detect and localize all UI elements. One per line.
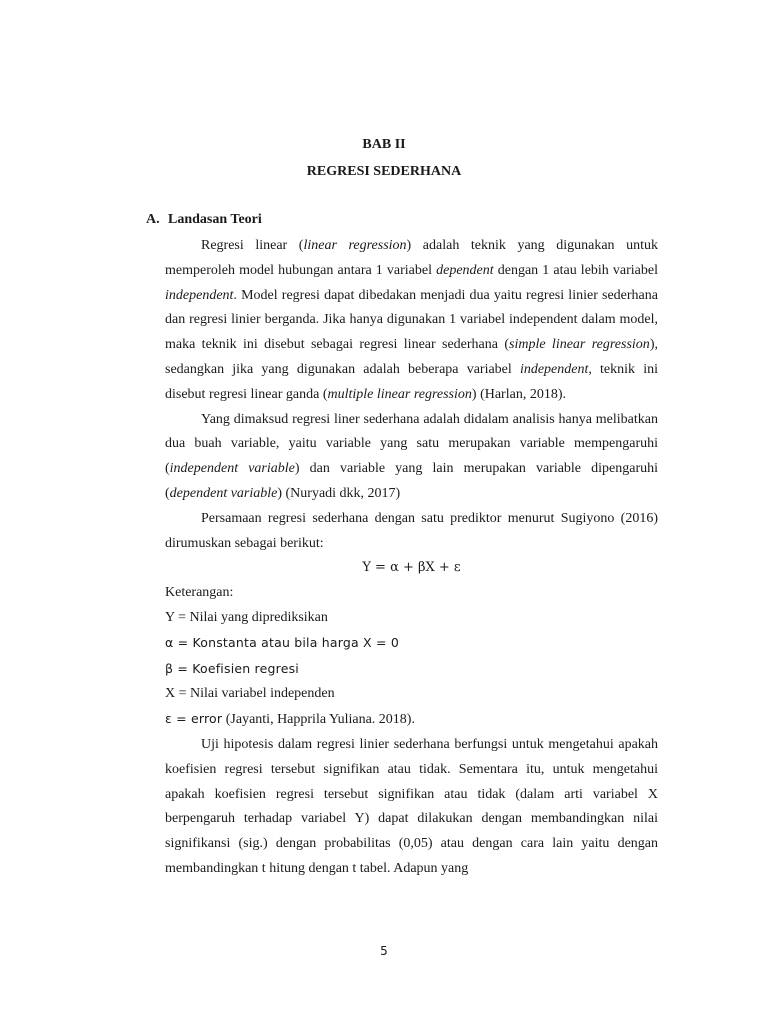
- chapter-number: BAB II: [362, 137, 406, 152]
- note-epsilon: [165, 707, 658, 733]
- text-run: . Model regresi dapat dibedakan menjadi dua yaitu regresi linier sederhana dan regresi linier berganda. Jika hanya digunakan 1 variabel independent dalam model, maka teknik ini disebut sebagai regresi linear sederhana (: [165, 287, 658, 353]
- italic-term: dependent: [436, 262, 494, 278]
- italic-term: multiple linear regression: [327, 386, 472, 402]
- section-heading: [146, 212, 262, 228]
- italic-term: dependent variable: [169, 485, 278, 501]
- italic-term: independent: [519, 361, 589, 377]
- note-beta-text: β = Koefisien regresi: [165, 660, 299, 676]
- paragraph-simple-regression-definition: [165, 408, 658, 507]
- note-y: Y = Nilai yang diprediksikan: [165, 609, 328, 625]
- paragraph-equation-intro: Persamaan regresi sederhana dengan satu prediktor menurut Sugiyono (2016) dirumuskan sebagai berikut:: [165, 510, 658, 551]
- italic-term: linear regression: [303, 238, 407, 253]
- section-title: Landasan Teori: [168, 212, 262, 227]
- regression-formula: Y = α + βX + ε: [362, 560, 461, 576]
- note-alpha: [165, 631, 658, 657]
- text-run: ) (Nuryadi dkk, 2017): [277, 485, 401, 501]
- page-number: 5: [380, 944, 388, 958]
- note-alpha-text: α = Konstanta atau bila harga X = 0: [165, 634, 399, 650]
- paragraph-linear-regression: [165, 234, 658, 408]
- chapter-title: REGRESI SEDERHANA: [306, 164, 462, 179]
- text-run: , teknik ini disebut regresi linear ganda (: [165, 361, 658, 402]
- text-run: ) dan variable yang lain merupakan variable dipengaruhi (: [165, 461, 659, 501]
- note-epsilon-citation: (Jayanti, Happrila Yuliana. 2018).: [222, 712, 415, 728]
- text-run: Regresi linear (: [201, 238, 304, 253]
- notes-heading: Keterangan:: [165, 585, 234, 601]
- italic-term: independent: [165, 287, 234, 303]
- document-body: [165, 234, 658, 882]
- paragraph-hypothesis-test: Uji hipotesis dalam regresi linier sederhana berfungsi untuk mengetahui apakah koefisien regresi tersebut signifikan atau tidak. Sementara itu, untuk mengetahui apakah koefisien regresi tersebut signifikan atau tidak (dalam arti variabel X berpengaruh terhadap variabel Y) dapat dilakukan dengan membandingkan nilai signifikansi (sig.) dengan probabilitas (0,05) atau dengan cara lain yaitu dengan membandingkan t hitung dengan t tabel. Adapun yang: [165, 736, 658, 876]
- section-letter: A.: [146, 212, 160, 227]
- italic-term: independent variable: [169, 461, 295, 477]
- note-epsilon-symbol: ε = error: [165, 711, 223, 727]
- text-run: ), sedangkan jika yang digunakan adalah beberapa variabel: [165, 337, 658, 377]
- text-run: ) adalah teknik yang digunakan untuk memperoleh model hubungan antara 1 variabel: [165, 238, 659, 278]
- text-run: ) (Harlan, 2018).: [471, 386, 566, 402]
- note-x: X = Nilai variabel independen: [165, 686, 335, 702]
- note-beta: [165, 657, 658, 683]
- italic-term: simple linear regression: [509, 337, 650, 353]
- text-run: Yang dimaksud regresi liner sederhana adalah didalam analisis hanya melibatkan dua buah variable, yaitu variable yang satu merupakan variable mempengaruhi (: [165, 411, 658, 477]
- text-run: dengan 1 atau lebih variabel: [493, 262, 658, 278]
